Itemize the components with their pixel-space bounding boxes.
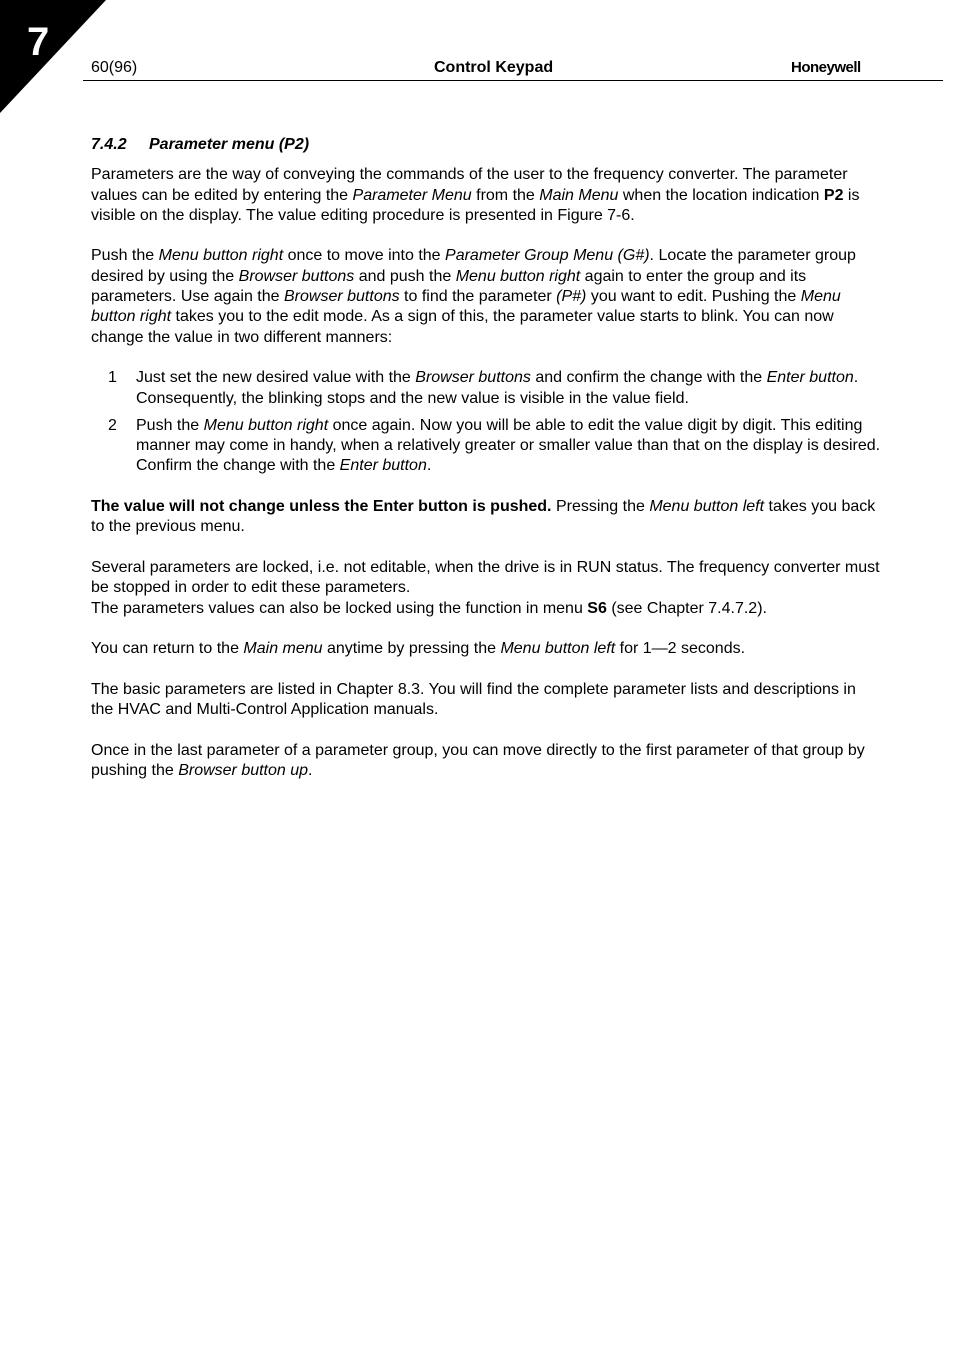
- section-title: Parameter menu (P2): [149, 136, 310, 153]
- list-item-number: 2: [108, 416, 117, 434]
- page-content: [91, 135, 881, 802]
- list-item-number: 1: [108, 369, 117, 387]
- paragraph-navigation: Push the Menu button right once to move into the Parameter Group Menu (G#). Locate the parameter group desired by using the Browser buttons and push the Menu button right again to enter the group and its parameters. Use again the Browser buttons to find the parameter (P#) you want to edit. Pushing the Menu button right takes you to the edit mode. As a sign of this, the parameter value starts to blink. You can now change the value in two different manners:: [91, 247, 856, 346]
- edit-methods-list: [91, 368, 881, 476]
- section-heading: [91, 135, 881, 155]
- section-number: 7.4.2: [91, 136, 127, 153]
- header-title: Control Keypad: [434, 59, 554, 76]
- paragraph-intro: Parameters are the way of conveying the commands of the user to the frequency converter. The parameter values can be edited by entering the Parameter Menu from the Main Menu when the location indication P2 is visible on the display. The value editing procedure is presented in Figure 7-6.: [91, 166, 860, 224]
- paragraph-basic-params: The basic parameters are listed in Chapter 8.3. You will find the complete parameter lists and descriptions in the HVAC and Multi-Control Application manuals.: [91, 680, 856, 719]
- header-divider: [83, 80, 943, 81]
- list-item: [91, 368, 881, 409]
- list-item: [91, 416, 881, 477]
- paragraph-return-main: You can return to the Main menu anytime by pressing the Menu button left for 1—2 seconds.: [91, 640, 746, 658]
- list-item-text: Just set the new desired value with the Browser buttons and confirm the change with the Enter button. Consequently, the blinking stops and the new value is visible in the value field.: [136, 369, 859, 407]
- chapter-corner-tab: [0, 0, 106, 113]
- paragraph-last-param: Once in the last parameter of a parameter group, you can move directly to the first parameter of that group by pushing the Browser button up.: [91, 741, 865, 779]
- page-number: 60(96): [91, 59, 138, 76]
- brand-logo-text: Honeywell: [791, 59, 861, 76]
- list-item-text: Push the Menu button right once again. Now you will be able to edit the value digit by digit. This editing manner may come in handy, when a relatively greater or smaller value than that on the display is desired. Confirm the change with the Enter button.: [136, 416, 881, 475]
- chapter-number: 7: [27, 20, 50, 64]
- paragraph-enter-note: The value will not change unless the Enter button is pushed. Pressing the Menu button left takes you back to the previous menu.: [91, 498, 876, 536]
- paragraph-locked-params: Several parameters are locked, i.e. not editable, when the drive is in RUN status. The frequency converter must be stopped in order to edit these parameters. The parameters values can also be locked using the function in menu S6 (see Chapter 7.4.7.2).: [91, 558, 880, 617]
